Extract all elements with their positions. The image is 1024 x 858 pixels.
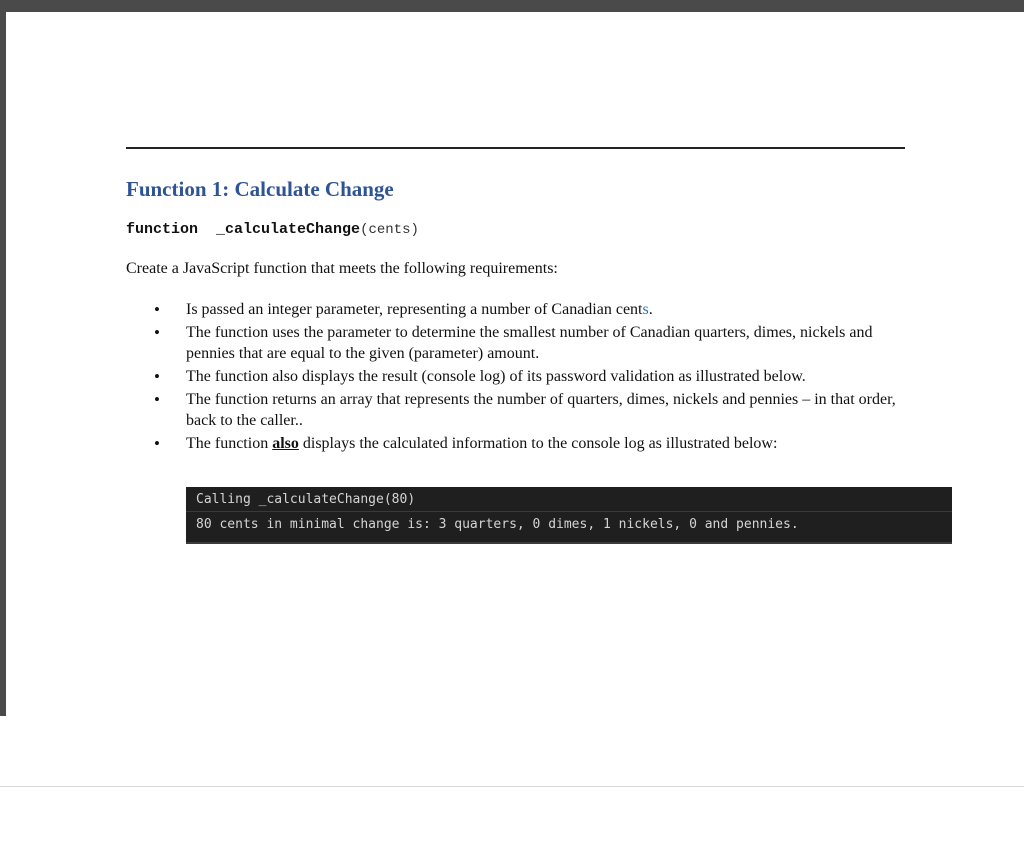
console-separator xyxy=(186,511,952,512)
console-line-result: 80 cents in minimal change is: 3 quarters, 0 dimes, 1 nickels, 0 and pennies. xyxy=(196,517,799,532)
console-line-call: Calling _calculateChange(80) xyxy=(196,492,416,507)
signature-keyword: function xyxy=(126,221,199,238)
signature-function-name: _calculateChange xyxy=(216,221,361,238)
requirement-item xyxy=(126,322,904,364)
viewer-top-bar xyxy=(0,0,1024,12)
requirement-text: Is passed an integer parameter, representing a number of Canadian cent xyxy=(186,301,643,318)
console-output xyxy=(186,487,952,544)
requirement-highlight: s xyxy=(642,301,649,318)
requirement-text: . xyxy=(648,301,653,318)
section-divider xyxy=(126,147,905,149)
requirement-item xyxy=(126,433,904,454)
requirements-list xyxy=(126,299,904,456)
requirement-text: The function returns an array that represents the number of quarters, dimes, nickels and pennies – in that order, back to the caller.. xyxy=(186,391,896,429)
section-heading: Function 1: Calculate Change xyxy=(126,177,394,201)
requirement-emphasis: also xyxy=(272,435,299,452)
requirement-item xyxy=(126,389,904,431)
requirement-text: The function xyxy=(186,435,273,452)
requirement-item xyxy=(126,299,904,320)
intro-text: Create a JavaScript function that meets the following requirements: xyxy=(126,260,558,277)
signature-params: (cents) xyxy=(360,222,419,238)
requirement-text: The function also displays the result (console log) of its password validation as illustrated below. xyxy=(186,368,806,385)
requirement-text: The function uses the parameter to determine the smallest number of Canadian quarters, dimes, nickels and pennies that are equal to the given (parameter) amount. xyxy=(186,324,873,362)
function-signature xyxy=(126,221,419,238)
viewer-bottom-divider xyxy=(0,786,1024,787)
requirement-item xyxy=(126,366,904,387)
requirement-text: displays the calculated information to the console log as illustrated below: xyxy=(298,435,778,452)
